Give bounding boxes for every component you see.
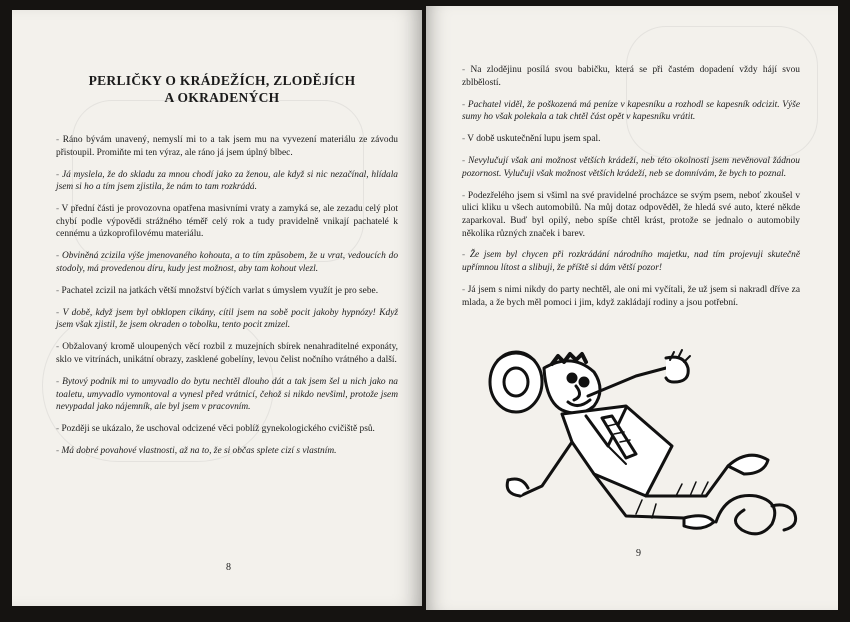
paragraph-text: Má dobré povahové vlastnosti, až na to, že si občas splete cizí s vlastním. <box>61 446 337 457</box>
title-line-2: A OKRADENÝCH <box>164 90 280 105</box>
text-paragraph <box>56 203 398 241</box>
dash-bullet: - <box>462 134 468 145</box>
dash-bullet: - <box>462 99 468 110</box>
paragraph-text: Já myslela, že do skladu za mnou chodí jako za ženou, ale když si nic nezačínal, hlídala jsem si ho a tím jsem zjistila, že nám to tam rozkrádá. <box>56 169 398 193</box>
paragraph-text: Nevylučují však ani možnost větších krádeží, neb této okolnosti jsem nevěnoval žádnou pozornost. Vylučuji však možnost větších krádeží, neb se domnívám, že bych to poznal. <box>462 156 800 179</box>
text-paragraph <box>462 284 800 309</box>
dash-bullet: - <box>56 251 62 262</box>
text-paragraph <box>462 99 800 124</box>
text-paragraph <box>462 249 800 274</box>
text-paragraph <box>56 376 398 414</box>
dash-bullet: - <box>462 156 469 167</box>
dash-bullet: - <box>462 250 470 261</box>
dash-bullet: - <box>56 135 63 145</box>
page-number: 8 <box>226 562 231 573</box>
text-paragraph <box>56 307 398 332</box>
text-paragraph <box>56 341 398 366</box>
text-paragraph <box>56 134 398 159</box>
dash-bullet: - <box>462 285 468 296</box>
text-paragraph <box>56 423 398 436</box>
paragraph-text: V době, když jsem byl obklopen cikány, cítil jsem na sobě pocit jakoby hypnózy! Když jsem však zjistil, že jsem okraden o tobolku, tento pocit zmizel. <box>56 307 398 331</box>
dash-bullet: - <box>56 307 63 318</box>
text-paragraph <box>462 155 800 180</box>
dash-bullet: - <box>56 285 62 296</box>
title-line-1: PERLIČKY O KRÁDEŽÍCH, ZLODĚJÍCH <box>88 73 356 88</box>
paragraph-text: V době uskutečnění lupu jsem spal. <box>467 134 601 145</box>
paragraph-text: Ráno bývám unavený, nemyslí mi to a tak jsem mu na vyvezení materiálu ze závodu přistoupil. Promiňte mi ten výraz, ale ráno já jsem úplný blbec. <box>56 135 398 158</box>
dash-bullet: - <box>56 342 63 353</box>
paragraph-text: Podezřelého jsem si všiml na své pravidelné procházce se svým psem, neboť zkoušel v ulici kliku u všech automobilů. Na můj dotaz odpověděl, že hledá své auto, které někde zaparkoval. Buď byl opilý, nebo spíše chtěl krást, protože se jednalo o automobily několika různých značek i barev. <box>462 190 801 239</box>
page-number: 9 <box>636 548 641 559</box>
text-paragraph <box>56 250 398 275</box>
text-paragraph <box>462 133 800 146</box>
right-text-column <box>462 64 800 319</box>
dash-bullet: - <box>56 446 62 457</box>
dash-bullet: - <box>56 169 62 180</box>
dash-bullet: - <box>462 190 468 201</box>
paragraph-text: Později se ukázalo, že uschoval odcizené věci poblíž gynekologického cvičiště psů. <box>61 424 375 435</box>
paragraph-text: V přední části je provozovna opatřena masivními vraty a zamyká se, ale zezadu celý plot chybí podle výpovědi strážného téměř celý rok a tudy pravidelně vnikají pachatelé k cennému a úzkoprofilovému materiálu. <box>56 204 399 240</box>
dash-bullet: - <box>56 204 62 215</box>
page-title <box>72 72 372 106</box>
paragraph-text: Obžalovaný kromě uloupených věcí rozbil z muzejních sbírek nenahraditelné exponáty, sklo ve vitrínách, unikátní obrazy, zasklené gobelíny, levou čelist nočního vrátného a další. <box>56 342 398 366</box>
paragraph-text: Já jsem s nimi nikdy do party nechtěl, ale oni mi vyčítali, že už jsem si nakradl dříve za mlada, a že bych měl pomoci i jim, když zakládají rodiny a jsou potřební. <box>462 285 800 308</box>
left-text-column <box>56 134 398 467</box>
paragraph-text: Obviněná zcizila výše jmenovaného kohouta, a to tím způsobem, že u vrat, vedoucích do stodoly, má provedenou díru, kudy jest možnost, aby tam kohout vlezl. <box>56 251 399 274</box>
paragraph-text: Na zlodějinu posílá svou babičku, která se při častém dopadení vždy hájí svou zblbělostí. <box>462 65 800 88</box>
cartoon-running-thief-illustration <box>476 346 806 536</box>
paragraph-text: Že jsem byl chycen při rozkrádání národního majetku, nad tím projevuji skutečně upřímnou lítost a slibuji, že příště si dám větší pozor! <box>462 250 801 274</box>
text-paragraph <box>56 445 398 458</box>
paragraph-text: Pachatel zcizil na jatkách větší množství býčích varlat s úmyslem využít je pro sebe. <box>61 285 379 296</box>
dash-bullet: - <box>56 377 63 388</box>
text-paragraph <box>462 190 800 240</box>
dash-bullet: - <box>462 65 471 75</box>
text-paragraph <box>462 64 800 89</box>
left-page <box>12 10 422 606</box>
paragraph-text: Pachatel viděl, že poškozená má peníze v kapesníku a rozhodl se kapesník odcizit. Výše sumy ho však polekala a tak chtěl část opět v kapesníku vrátit. <box>462 99 800 123</box>
dash-bullet: - <box>56 424 62 435</box>
right-page <box>426 6 838 610</box>
paragraph-text: Bytový podnik mi to umyvadlo do bytu nechtěl dlouho dát a tak jsem šel u nich jako na toaletu, umyvadlo vymontoval a vynesl před vrátnicí, čehož si nikdo nevšiml, protože jsem nevypadal jako nájemník, ale byl jsem v pracovním. <box>56 377 398 413</box>
text-paragraph <box>56 169 398 194</box>
text-paragraph <box>56 285 398 298</box>
